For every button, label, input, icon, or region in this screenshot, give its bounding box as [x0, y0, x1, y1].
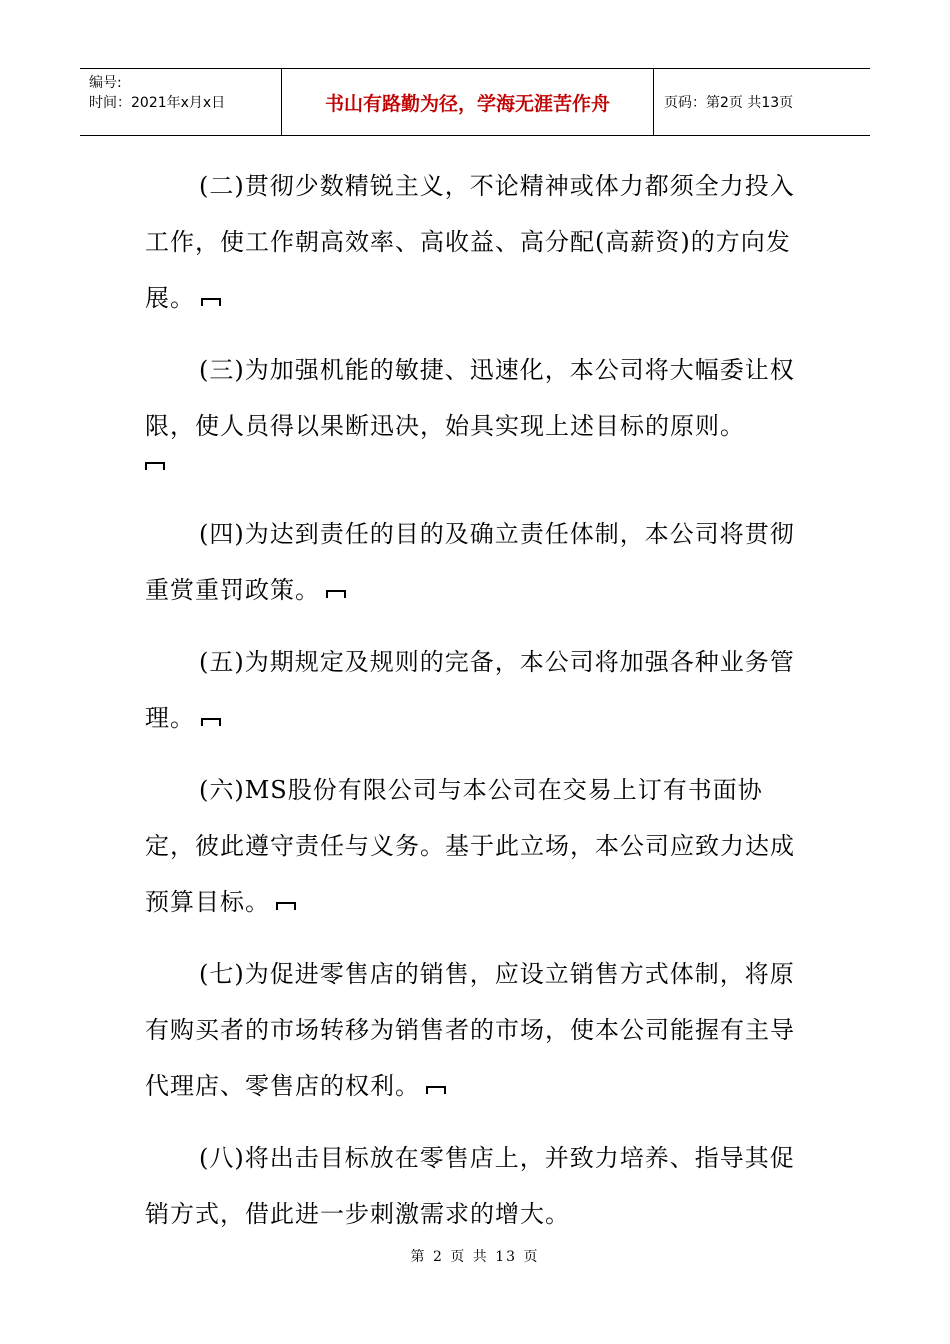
page-info-cell — [654, 69, 870, 135]
paragraph-end-mark-icon — [276, 902, 296, 910]
header-left-cell — [80, 69, 282, 135]
page-info-text: 页码：第2页 共13页 — [664, 95, 794, 111]
paragraph-end-mark-icon — [426, 1086, 446, 1094]
paragraph-4: (四)为达到责任的目的及确立责任体制，本公司将贯彻重赏重罚政策。 — [145, 520, 795, 604]
paragraph-5: (五)为期规定及规则的完备，本公司将加强各种业务管理。 — [145, 648, 795, 732]
paragraph-8: (八)将出击目标放在零售店上，并致力培养、指导其促销方式，借此进一步刺激需求的增大。 — [145, 1144, 795, 1228]
paragraph-end-mark-icon — [201, 718, 221, 726]
motto-text: 书山有路勤为径，学海无涯苦作舟 — [324, 92, 610, 115]
document-body — [145, 158, 805, 1258]
number-label: 编号: — [89, 75, 122, 91]
time-label: 时间：2021年x月x日 — [89, 95, 226, 111]
paragraph-end-mark-icon — [201, 298, 221, 306]
paragraph-3: (三)为加强机能的敏捷、迅速化，本公司将大幅委让权限，使人员得以果断迅决，始具实现上述目标的原则。 — [145, 356, 795, 440]
paragraph-end-mark-icon — [145, 462, 165, 470]
page-footer: 第 2 页 共 13 页 — [410, 1249, 540, 1265]
paragraph-end-mark-icon — [326, 590, 346, 598]
paragraph-6: (六)MS股份有限公司与本公司在交易上订有书面协定，彼此遵守责任与义务。基于此立场，本公司应致力达成预算目标。 — [145, 776, 795, 916]
paragraph-7: (七)为促进零售店的销售，应设立销售方式体制，将原有购买者的市场转移为销售者的市场，使本公司能握有主导代理店、零售店的权利。 — [145, 960, 795, 1100]
motto-cell — [282, 69, 654, 135]
paragraph-2: (二)贯彻少数精锐主义，不论精神或体力都须全力投入工作，使工作朝高效率、高收益、高分配(高薪资)的方向发展。 — [145, 172, 795, 312]
document-header — [80, 68, 870, 136]
